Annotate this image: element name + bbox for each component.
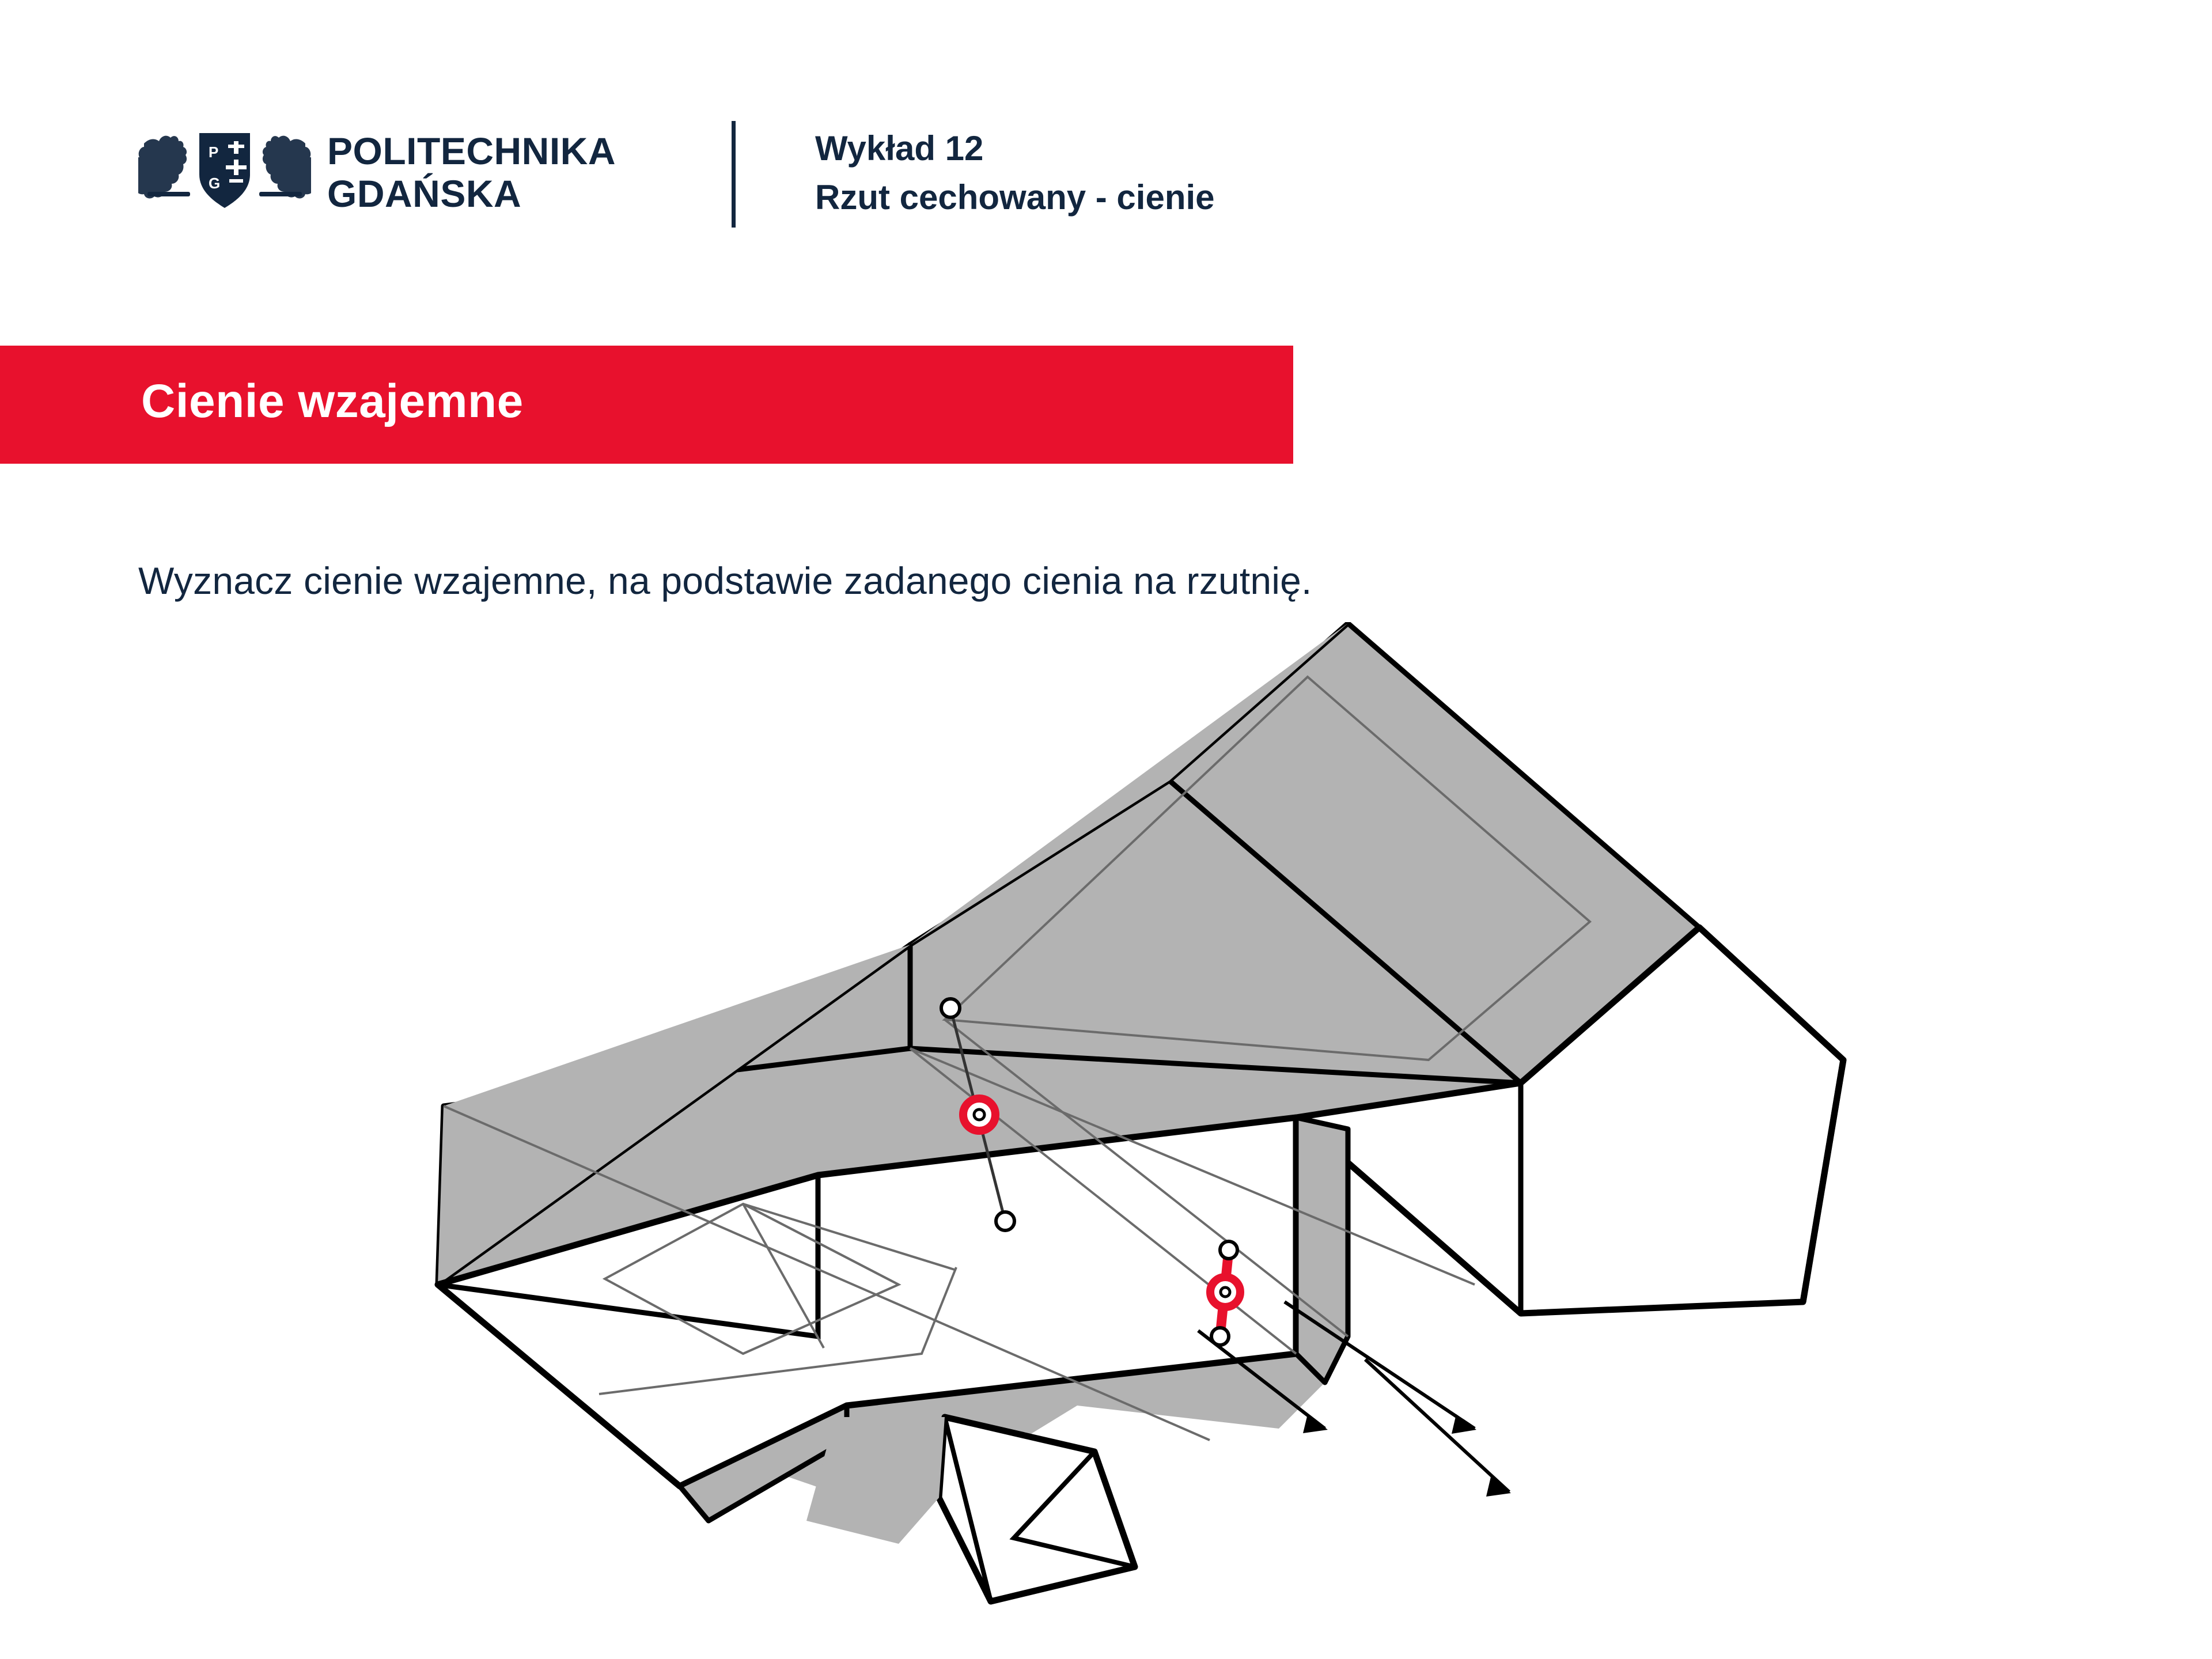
header-divider — [732, 121, 736, 228]
university-wordmark — [327, 130, 616, 215]
lecture-info — [815, 124, 1215, 222]
university-name-line1: POLITECHNIKA — [327, 130, 616, 173]
university-logo — [138, 124, 616, 222]
vertex-dot-base — [1211, 1328, 1229, 1345]
instruction-text: Wyznacz cienie wzajemne, na podstawie zadanego cienia na rzutnię. — [138, 559, 1312, 602]
section-title: Cienie wzajemne — [141, 375, 524, 427]
vertex-dot-roof — [941, 999, 960, 1017]
pg-crest-icon — [138, 124, 311, 222]
geometry-figure — [0, 622, 2212, 1659]
lecture-number: Wykład 12 — [815, 129, 984, 168]
vertex-dot-mid — [996, 1212, 1014, 1230]
bottom-wedge — [806, 1417, 1135, 1601]
page-header — [0, 0, 2212, 305]
lecture-topic: Rzut cechowany - cienie — [815, 178, 1215, 217]
vertex-dot-eaves — [1220, 1241, 1237, 1259]
crest-letter-p: P — [209, 143, 219, 161]
university-name-line2: GDAŃSKA — [327, 172, 522, 215]
crest-letter-g: G — [209, 175, 221, 192]
